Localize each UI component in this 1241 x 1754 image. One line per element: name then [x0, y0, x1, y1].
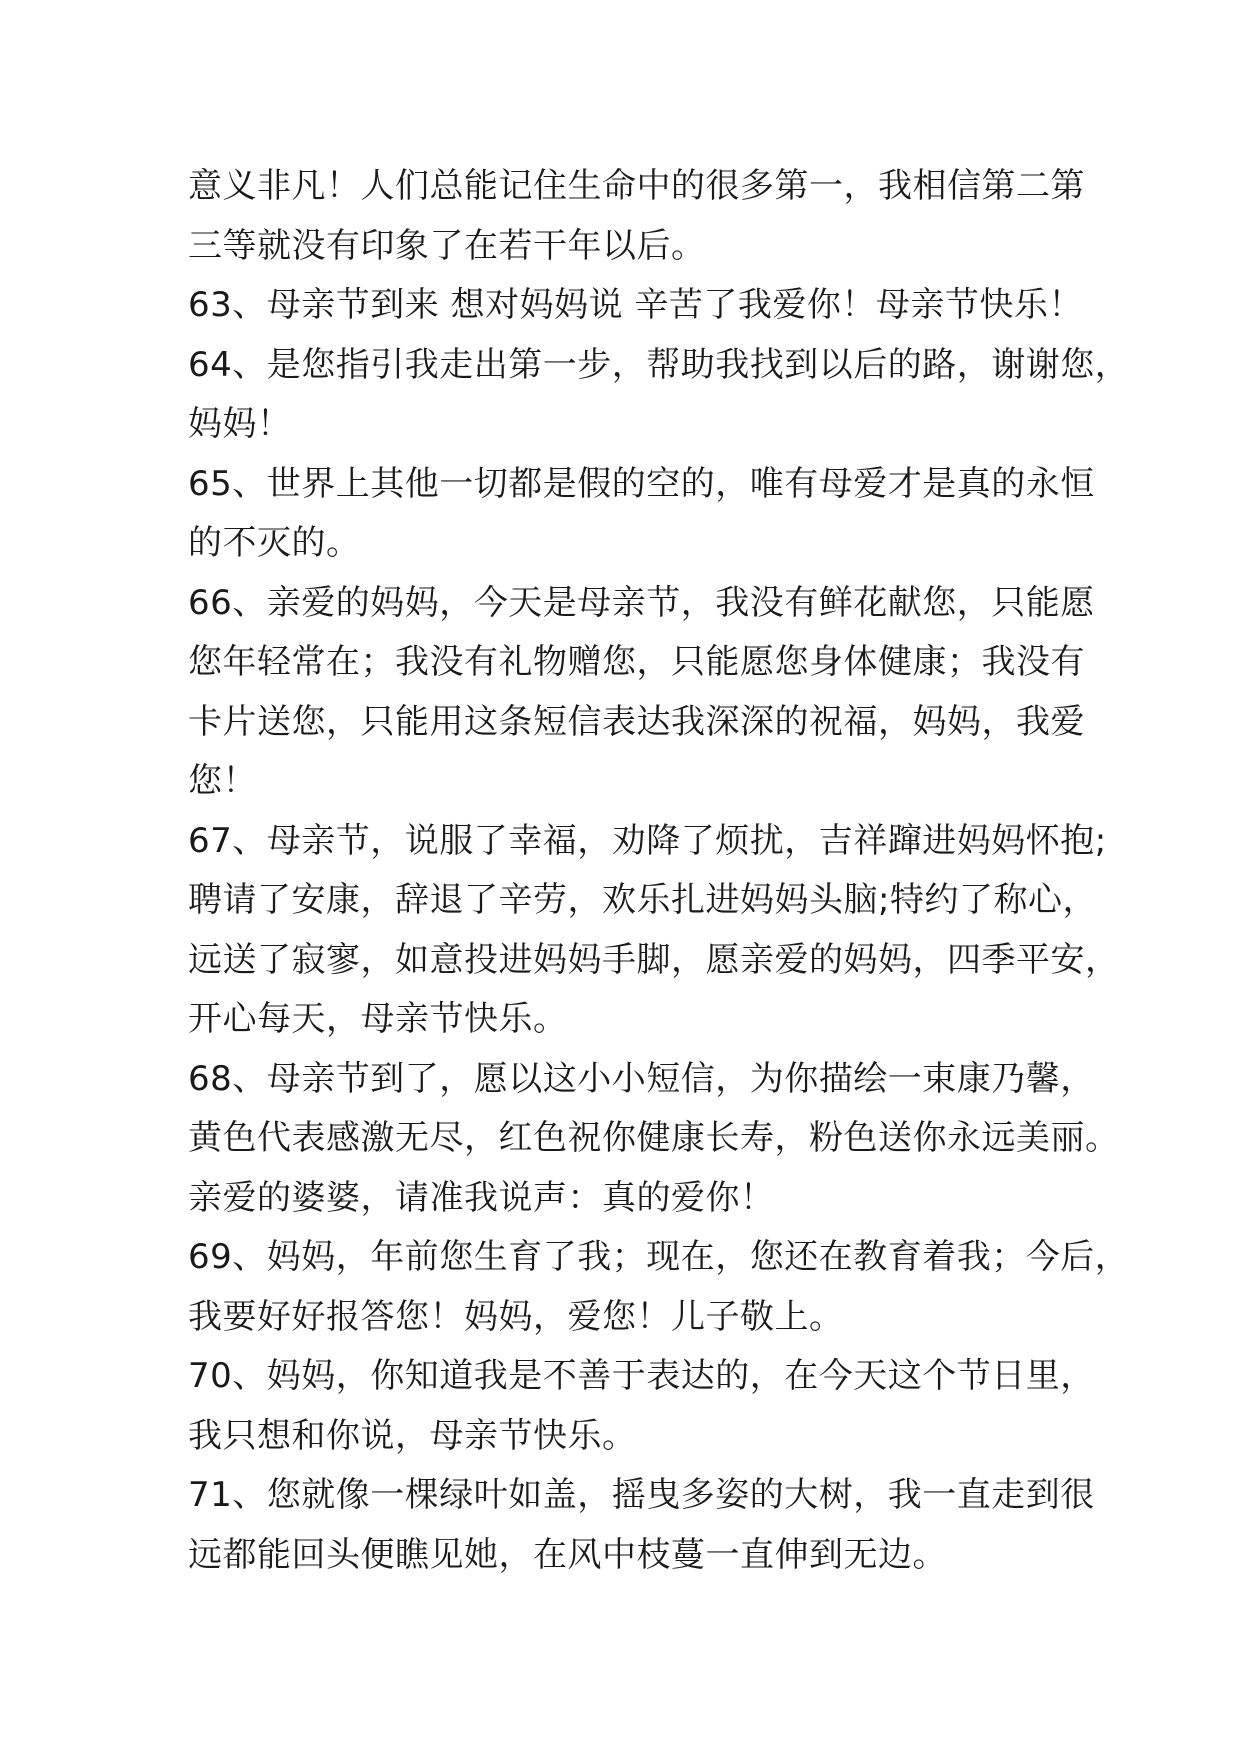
- text-line: 远送了寂寥，如意投进妈妈手脚，愿亲爱的妈妈，四季平安，: [188, 939, 1120, 980]
- text-line: 我只想和你说，母亲节快乐。: [188, 1415, 637, 1456]
- text-line: 67、母亲节，说服了幸福，劝降了烦扰，吉祥蹿进妈妈怀抱;: [188, 820, 1107, 861]
- text-line: 71、您就像一棵绿叶如盖，摇曳多姿的大树，我一直走到很: [188, 1475, 1095, 1515]
- text-line: 70、妈妈，你知道我是不善于表达的，在今天这个节日里，: [188, 1356, 1095, 1396]
- text-line: 63、母亲节到来 想对妈妈说 辛苦了我爱你！母亲节快乐！: [188, 285, 1083, 325]
- text-line: 三等就没有印象了在若干年以后。: [188, 225, 706, 266]
- text-line: 妈妈！: [188, 404, 292, 444]
- text-line: 意义非凡！人们总能记住生命中的很多第一，我相信第二第: [188, 166, 1085, 206]
- text-line: 的不灭的。: [188, 523, 361, 563]
- text-line: 开心每天，母亲节快乐。: [188, 999, 568, 1039]
- text-line: 64、是您指引我走出第一步，帮助我找到以后的路，谢谢您，: [188, 344, 1130, 385]
- text-line: 您！: [188, 761, 257, 801]
- text-line: 66、亲爱的妈妈，今天是母亲节，我没有鲜花献您，只能愿: [188, 582, 1095, 623]
- text-line: 远都能回头便瞧见她，在风中枝蔓一直伸到无边。: [188, 1534, 947, 1575]
- text-line: 我要好好报答您！妈妈，爱您！儿子敬上。: [188, 1296, 844, 1337]
- text-line: 69、妈妈，年前您生育了我；现在，您还在教育着我；今后，: [188, 1237, 1130, 1277]
- text-line: 68、母亲节到了，愿以这小小短信，为你描绘一束康乃馨，: [188, 1058, 1095, 1099]
- text-line: 您年轻常在；我没有礼物赠您，只能愿您身体健康；我没有: [188, 642, 1085, 682]
- text-line: 亲爱的婆婆，请准我说声：真的爱你！: [188, 1177, 775, 1218]
- text-line: 聘请了安康，辞退了辛劳，欢乐扎进妈妈头脑;特约了称心，: [188, 880, 1097, 920]
- text-line: 65、世界上其他一切都是假的空的，唯有母爱才是真的永恒: [188, 463, 1095, 504]
- document-body: [188, 157, 1130, 1585]
- text-line: 卡片送您，只能用这条短信表达我深深的祝福，妈妈，我爱: [188, 701, 1085, 742]
- text-line: 黄色代表感激无尽，红色祝你健康长寿，粉色送你永远美丽。: [188, 1118, 1120, 1158]
